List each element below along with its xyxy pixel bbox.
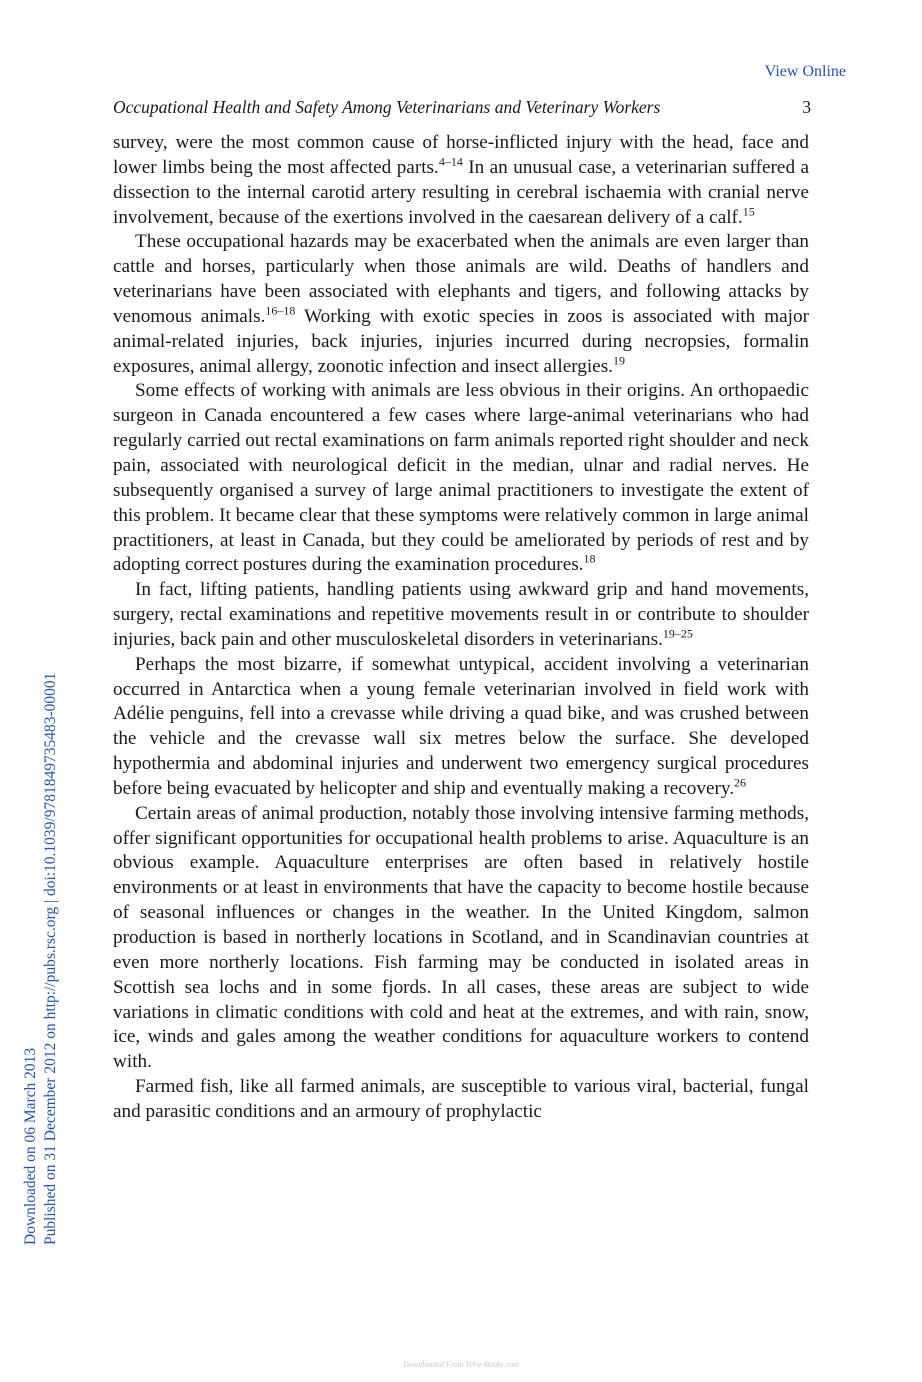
paragraph-text: Working with exotic species in zoos is associated with major animal-related injuries, back injuries, injuries incurred during necropsies, formalin exposures, animal allergy, zoonotic infection and insect allergies. xyxy=(113,305,809,377)
page-number: 3 xyxy=(802,97,811,117)
citation: 15 xyxy=(742,204,755,219)
paragraph xyxy=(113,1075,809,1125)
side-stamp xyxy=(21,673,61,1245)
citation: 18 xyxy=(583,551,596,566)
running-header xyxy=(113,96,811,118)
paragraph xyxy=(113,578,809,653)
paragraph-text: survey, were the most common cause of horse-inflicted injury with the head, face and lower limbs being the most affected parts. xyxy=(113,132,809,178)
citation: 26 xyxy=(734,775,747,790)
downloaded-date-link[interactable]: Downloaded on 06 March 2013 xyxy=(22,1047,39,1245)
paragraph xyxy=(113,379,809,578)
citation: 4–14 xyxy=(438,154,463,169)
citation: 19–25 xyxy=(662,626,693,641)
paragraph-text: Certain areas of animal production, notably those involving intensive farming methods, offer significant opportunities for occupational health problems to arise. Aquaculture is an obvious example. Aquaculture enterprises are often based in relatively hostile environments or at least in environments that have the capacity to become hostile because of seasonal influences or changes in the weather. In the United Kingdom, salmon production is based in northerly locations in Scotland, and in Scandinavian countries at even more northerly locations. Fish farming may be conducted in isolated areas in Scottish sea lochs and in some fjords. In all cases, these areas are subject to wide variations in climatic conditions with cold and heat at the extremes, and with rain, snow, ice, winds and gales among the weather conditions for aquaculture workers to contend with. xyxy=(113,802,809,1073)
running-title: Occupational Health and Safety Among Veterinarians and Veterinary Workers xyxy=(113,97,661,117)
paragraph-text: In an unusual case, a veterinarian suffered a dissection to the internal carotid artery resulting in cerebral ischaemia with cranial nerve involvement, because of the exertions involved in the caesarean delivery of a calf. xyxy=(113,156,809,228)
citation: 19 xyxy=(612,353,625,368)
paragraph xyxy=(113,131,809,230)
paragraph xyxy=(113,653,809,802)
body-text xyxy=(113,131,809,1125)
paragraph-text: Some effects of working with animals are less obvious in their origins. An orthopaedic surgeon in Canada encountered a few cases where large-animal veterinarians who had regularly carried out rectal examinations on farm animals reported right shoulder and neck pain, associated with neurological deficit in the median, ulnar and radial nerves. He subsequently organised a survey of large animal practitioners to investigate the extent of this problem. It became clear that these symptoms were relatively common in large animal practitioners, at least in Canada, but they could be ameliorated by periods of rest and by adopting correct postures during the examination procedures. xyxy=(113,380,809,576)
paragraph-text: Farmed fish, like all farmed animals, are susceptible to various viral, bacterial, fungal and parasitic conditions and an armoury of prophylactic xyxy=(113,1076,809,1122)
citation: 16–18 xyxy=(265,303,296,318)
paragraph-text: Perhaps the most bizarre, if somewhat untypical, accident involving a veterinarian occurred in Antarctica when a young female veterinarian involved in field work with Adélie penguins, fell into a crevasse while driving a quad bike, and was crushed between the vehicle and the crevasse wall six metres below the surface. She developed hypothermia and abdominal injuries and underwent two emergency surgical procedures before being evacuated by helicopter and ship and eventually making a recovery. xyxy=(113,653,809,799)
paragraph-text: In fact, lifting patients, handling patients using awkward grip and hand movements, surgery, rectal examinations and repetitive movements result in or contribute to shoulder injuries, back pain and other musculoskeletal disorders in veterinarians. xyxy=(113,579,809,650)
paragraph xyxy=(113,802,809,1075)
view-online-link[interactable]: View Online xyxy=(764,63,846,80)
published-doi-link[interactable]: Published on 31 December 2012 on http://pubs.rsc.org | doi:10.1039/9781849735483-00001 xyxy=(42,672,59,1245)
footer-watermark: Downloaded From Vet-e-Books.com xyxy=(403,1360,519,1369)
paragraph-text: These occupational hazards may be exacerbated when the animals are even larger than cattle and horses, particularly when those animals are wild. Deaths of handlers and veterinarians have been associated with elephants and tigers, and following attacks by venomous animals. xyxy=(113,231,809,327)
paragraph xyxy=(113,230,809,379)
